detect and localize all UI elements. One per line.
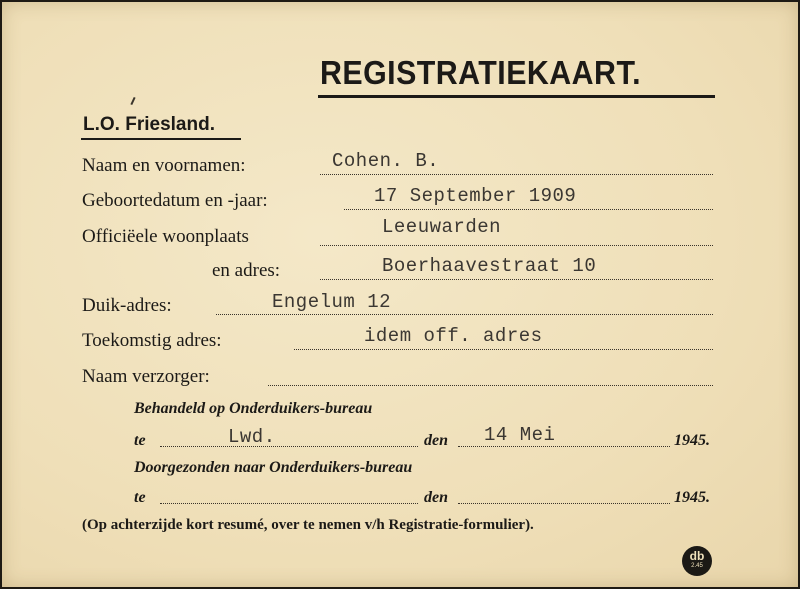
field-line-future-address [294,349,713,350]
field-label-caretaker: Naam verzorger: [82,366,210,387]
handled-te-value: Lwd. [228,426,276,448]
field-line-address [320,279,713,280]
field-line-caretaker [268,385,713,386]
field-value-hiding-address: Engelum 12 [272,291,392,313]
field-label-address: en adres: [212,260,281,281]
forwarded-den-line [458,503,670,504]
field-value-address: Boerhaavestraat 10 [382,255,597,277]
forwarded-year: 1945. [674,489,710,506]
handled-year: 1945. [674,432,710,449]
printer-mark-icon [682,546,712,576]
printer-mark-initials: db [689,549,705,563]
field-value-residence: Leeuwarden [382,216,502,238]
registration-card [2,2,798,587]
field-line-birthdate [344,209,713,210]
handled-te-line [160,446,418,447]
field-value-birthdate: 17 September 1909 [374,185,577,207]
field-label-name: Naam en voornamen: [82,155,246,176]
title-underline [318,95,715,98]
field-label-hiding-address: Duik-adres: [82,295,172,316]
field-label-residence: Officiëele woonplaats [82,226,249,247]
field-value-name: Cohen. B. [332,150,440,172]
field-label-future-address: Toekomstig adres: [82,330,222,351]
pencil-mark [130,97,135,105]
handled-den-label: den [424,432,448,449]
field-line-residence [320,245,713,246]
organization-underline [81,138,241,140]
handled-den-line [458,446,670,447]
forwarded-den-label: den [424,489,448,506]
field-line-name [320,174,713,175]
handled-te-label: te [134,432,146,449]
field-label-birthdate: Geboortedatum en -jaar: [82,190,268,211]
card-title: REGISTRATIEKAART. [320,54,641,91]
field-line-hiding-address [216,314,713,315]
organization-label: L.O. Friesland. [83,114,215,135]
field-value-future-address: idem off. adres [364,325,543,347]
printer-mark-code: 2.45 [691,563,703,569]
handled-den-value: 14 Mei [484,424,556,446]
forwarded-te-label: te [134,489,146,506]
forwarded-te-line [160,503,418,504]
forwarded-heading: Doorgezonden naar Onderduikers-bureau [134,459,413,476]
footer-note: (Op achterzijde kort resumé, over te nemen v/h Registratie-formulier). [82,517,534,533]
handled-heading: Behandeld op Onderduikers-bureau [134,400,373,417]
